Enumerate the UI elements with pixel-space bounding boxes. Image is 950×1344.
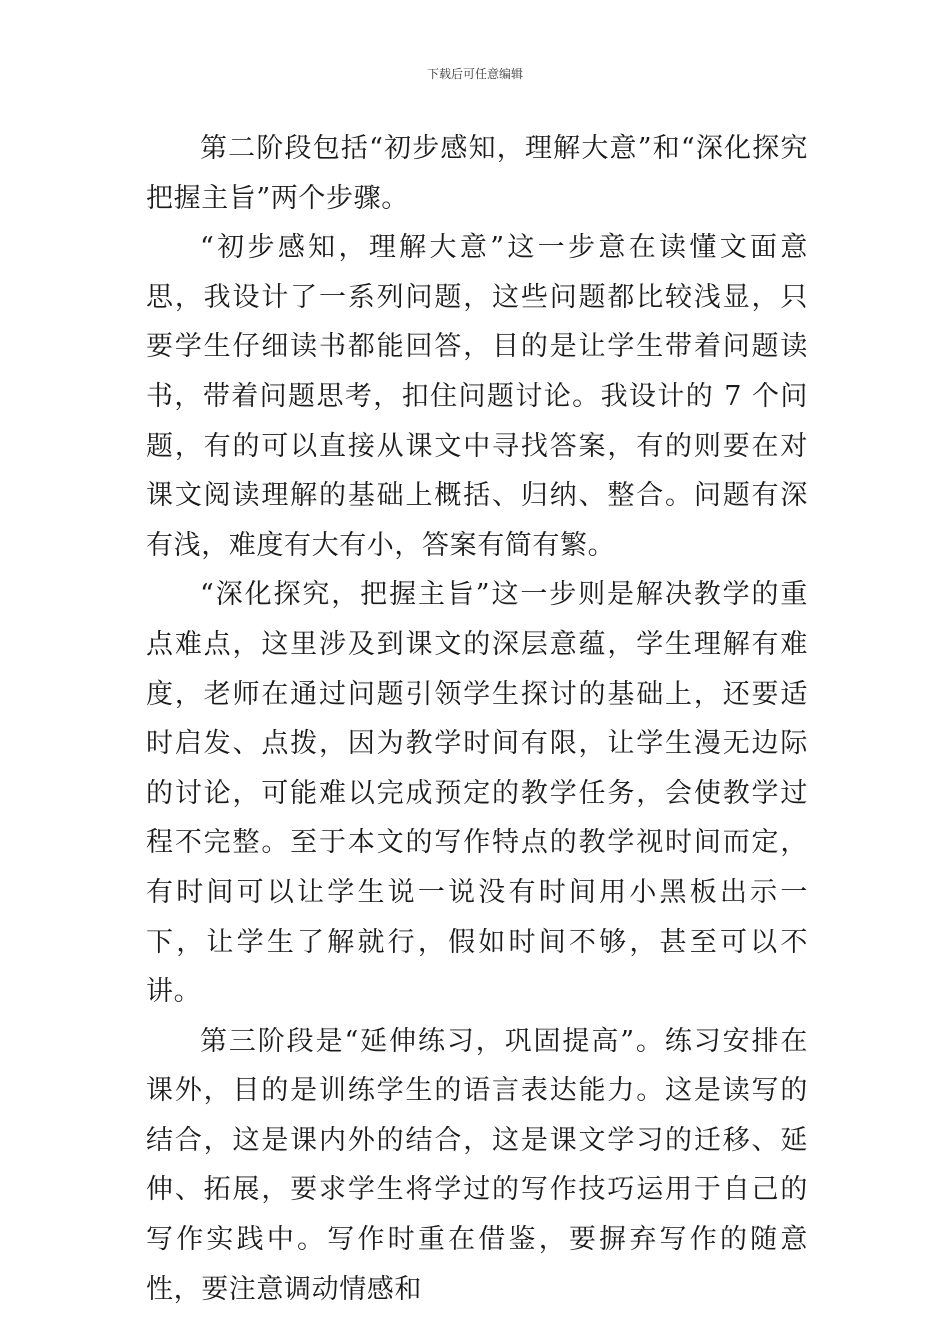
paragraph-stage-two-intro: 第二阶段包括“初步感知，理解大意”和“深化探究把握主旨”两个步骤。 — [146, 133, 808, 214]
document-body — [146, 124, 808, 1314]
page-header: 下载后可任意编辑 — [426, 67, 523, 81]
paragraph-stage-three: 第三阶段是“延伸练习，巩固提高”。练习安排在课外，目的是训练学生的语言表达能力。这是读写的结合，这是课内外的结合，这是课文学习的迁移、延伸、拓展，要求学生将学过的写作技巧运用于自己的写作实践中。写作时重在借鉴，要摒弃写作的随意性，要注意调动情感和 — [146, 1025, 808, 1305]
paragraph-initial-perception: “初步感知，理解大意”这一步意在读懂文面意思，我设计了一系列问题，这些问题都比较浅显，只要学生仔细读书都能回答，目的是让学生带着问题读书，带着问题思考，扣住问题讨论。我设计的 7 个问题，有的可以直接从课文中寻找答案，有的则要在对课文阅读理解的基础上概括、归纳、整合。问题有深有浅，难度有大有小，答案有简有繁。 — [146, 232, 808, 561]
paragraph-deep-exploration: “深化探究，把握主旨”这一步则是解决教学的重点难点，这里涉及到课文的深层意蕴，学生理解有难度，老师在通过问题引领学生探讨的基础上，还要适时启发、点拨，因为教学时间有限，让学生漫无边际的讨论，可能难以完成预定的教学任务，会使教学过程不完整。至于本文的写作特点的教学视时间而定，有时间可以让学生说一说没有时间用小黑板出示一下，让学生了解就行，假如时间不够，甚至可以不讲。 — [146, 579, 808, 1008]
